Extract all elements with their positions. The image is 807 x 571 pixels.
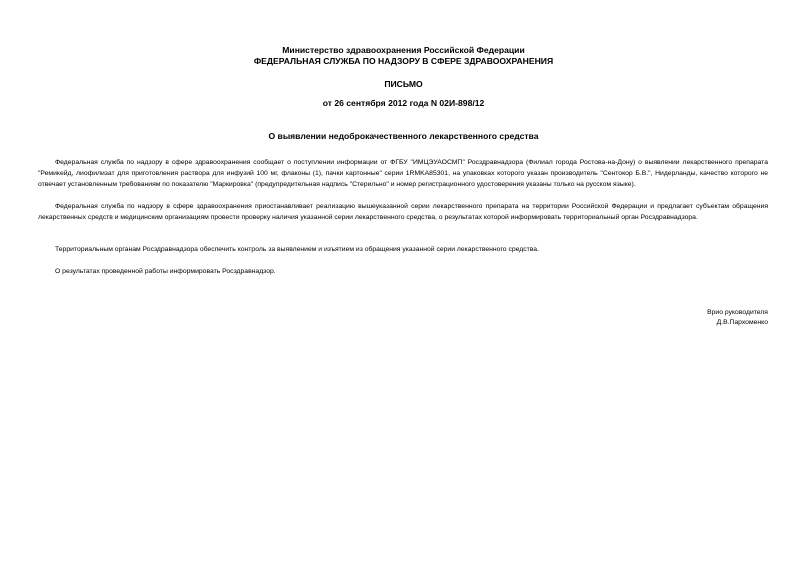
- document-type: ПИСЬМО: [384, 79, 423, 89]
- signatory-name: Д.В.Пархоменко: [716, 319, 768, 326]
- body-paragraph-3: Территориальным органам Росздравнадзора обеспечить контроль за выявлением и изъятием из обращения указанной серии лекарственного средства.: [55, 246, 539, 253]
- document-date-number: от 26 сентября 2012 года N 02И-898/12: [322, 98, 485, 108]
- signatory-position: Врио руководителя: [707, 309, 768, 316]
- body-paragraph-4: О результатах проведенной работы информировать Росздравнадзор.: [55, 268, 276, 275]
- body-paragraph-1: Федеральная служба по надзору в сфере здравоохранения сообщает о поступлении информации от ФГБУ "ИМЦЭУАОСМП" Росздравнадзора (Филиал города Ростова-на-Дону) о выявлении лекарственного препарата "Ремикейд, лиофилизат для приготовления раствора для инфузий 100 мг, флаконы (1), пачки картонные" серии 1RMKA85301, на упаковках которого указан производитель "Сентокор Б.В.", Нидерланды, качество которого не отвечает установленным требованиям по показателю "Маркировка" (предупредительная надпись "Стерильно" и номер регистрационного удостоверения указаны только на русском языке).: [38, 159, 768, 188]
- service-title: ФЕДЕРАЛЬНАЯ СЛУЖБА ПО НАДЗОРУ В СФЕРЕ ЗДРАВООХРАНЕНИЯ: [253, 56, 554, 66]
- body-paragraph-2: Федеральная служба по надзору в сфере здравоохранения приостанавливает реализацию вышеуказанной серии лекарственного препарата на территории Российской Федерации и предлагает субъектам обращения лекарственных средств и медицинским организациям провести проверку наличия указанной серии лекарственного средства, о результатах которой информировать территориальный орган Росздравнадзора.: [38, 203, 768, 221]
- ministry-title: Министерство здравоохранения Российской Федерации: [282, 45, 525, 55]
- document-subject: О выявлении недоброкачественного лекарственного средства: [268, 131, 539, 141]
